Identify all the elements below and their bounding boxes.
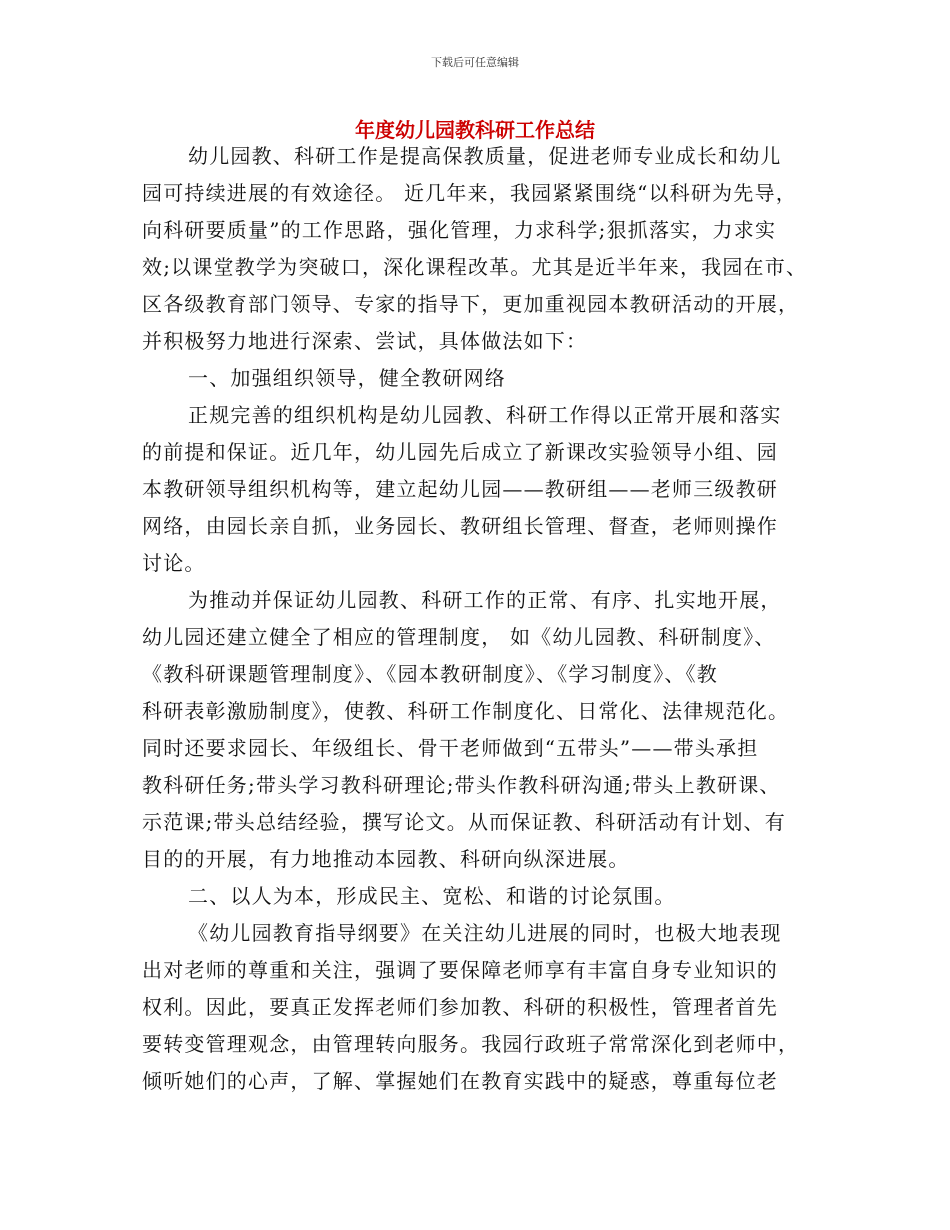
body-line: 幼儿园教、科研工作是提高保教质量，促进老师专业成长和幼儿 <box>188 144 782 168</box>
body-line: 幼儿园还建立健全了相应的管理制度， 如《幼儿园教、科研制度》、 <box>142 625 776 649</box>
document-title: 年度幼儿园教科研工作总结 <box>355 118 595 142</box>
body-line: 的前提和保证。近几年，幼儿园先后成立了新课改实验领导小组、园 <box>142 440 778 464</box>
section-heading: 一、加强组织领导，健全教研网络 <box>188 366 506 390</box>
body-line: 《教科研课题管理制度》、《园本教研制度》、《学习制度》、《教 <box>142 662 718 686</box>
body-line: 同时还要求园长、年级组长、骨干老师做到“五带头”——带头承担 <box>142 736 759 760</box>
body-line: 要转变管理观念，由管理转向服务。我园行政班子常常深化到老师中， <box>142 1032 800 1056</box>
body-line: 区各级教育部门领导、专家的指导下，更加重视园本教研活动的开展， <box>142 292 800 316</box>
body-line: 权利。因此，要真正发挥老师们参加教、科研的积极性，管理者首先 <box>142 995 778 1019</box>
body-line: 出对老师的尊重和关注，强调了要保障老师享有丰富自身专业知识的 <box>142 958 778 982</box>
body-line: 教科研任务;带头学习教科研理论;带头作教科研沟通;带头上教研课、 <box>142 773 781 797</box>
body-line: 为推动并保证幼儿园教、科研工作的正常、有序、扎实地开展， <box>188 588 782 612</box>
header-note: 下载后可任意编辑 <box>431 56 519 69</box>
body-line: 科研表彰激励制度》，使教、科研工作制度化、日常化、法律规范化。 <box>142 699 790 723</box>
body-line: 目的的开展，有力地推动本园教、科研向纵深进展。 <box>142 847 630 871</box>
body-line: 倾听她们的心声，了解、掌握她们在教育实践中的疑惑，尊重每位老 <box>142 1069 778 1093</box>
body-line: 网络，由园长亲自抓，业务园长、教研组长管理、督查，老师则操作 <box>142 514 778 538</box>
body-line: 《幼儿园教育指导纲要》在关注幼儿进展的同时，也极大地表现 <box>188 921 782 945</box>
body-line: 园可持续进展的有效途径。 近几年来，我园紧紧围绕“以科研为先导， <box>142 181 797 205</box>
body-line: 并积极努力地进行深索、尝试，具体做法如下： <box>142 329 588 353</box>
body-line: 讨论。 <box>142 551 206 575</box>
body-line: 本教研领导组织机构等，建立起幼儿园——教研组——老师三级教研 <box>142 477 778 501</box>
body-line: 向科研要质量”的工作思路，强化管理，力求科学;狠抓落实，力求实 <box>142 218 777 242</box>
body-line: 正规完善的组织机构是幼儿园教、科研工作得以正常开展和落实 <box>188 403 782 427</box>
body-line: 效;以课堂教学为突破口，深化课程改革。尤其是近半年来，我园在市、 <box>142 255 808 279</box>
body-line: 示范课;带头总结经验，撰写论文。从而保证教、科研活动有计划、有 <box>142 810 786 834</box>
section-heading: 二、以人为本，形成民主、宽松、和谐的讨论氛围。 <box>188 884 676 908</box>
